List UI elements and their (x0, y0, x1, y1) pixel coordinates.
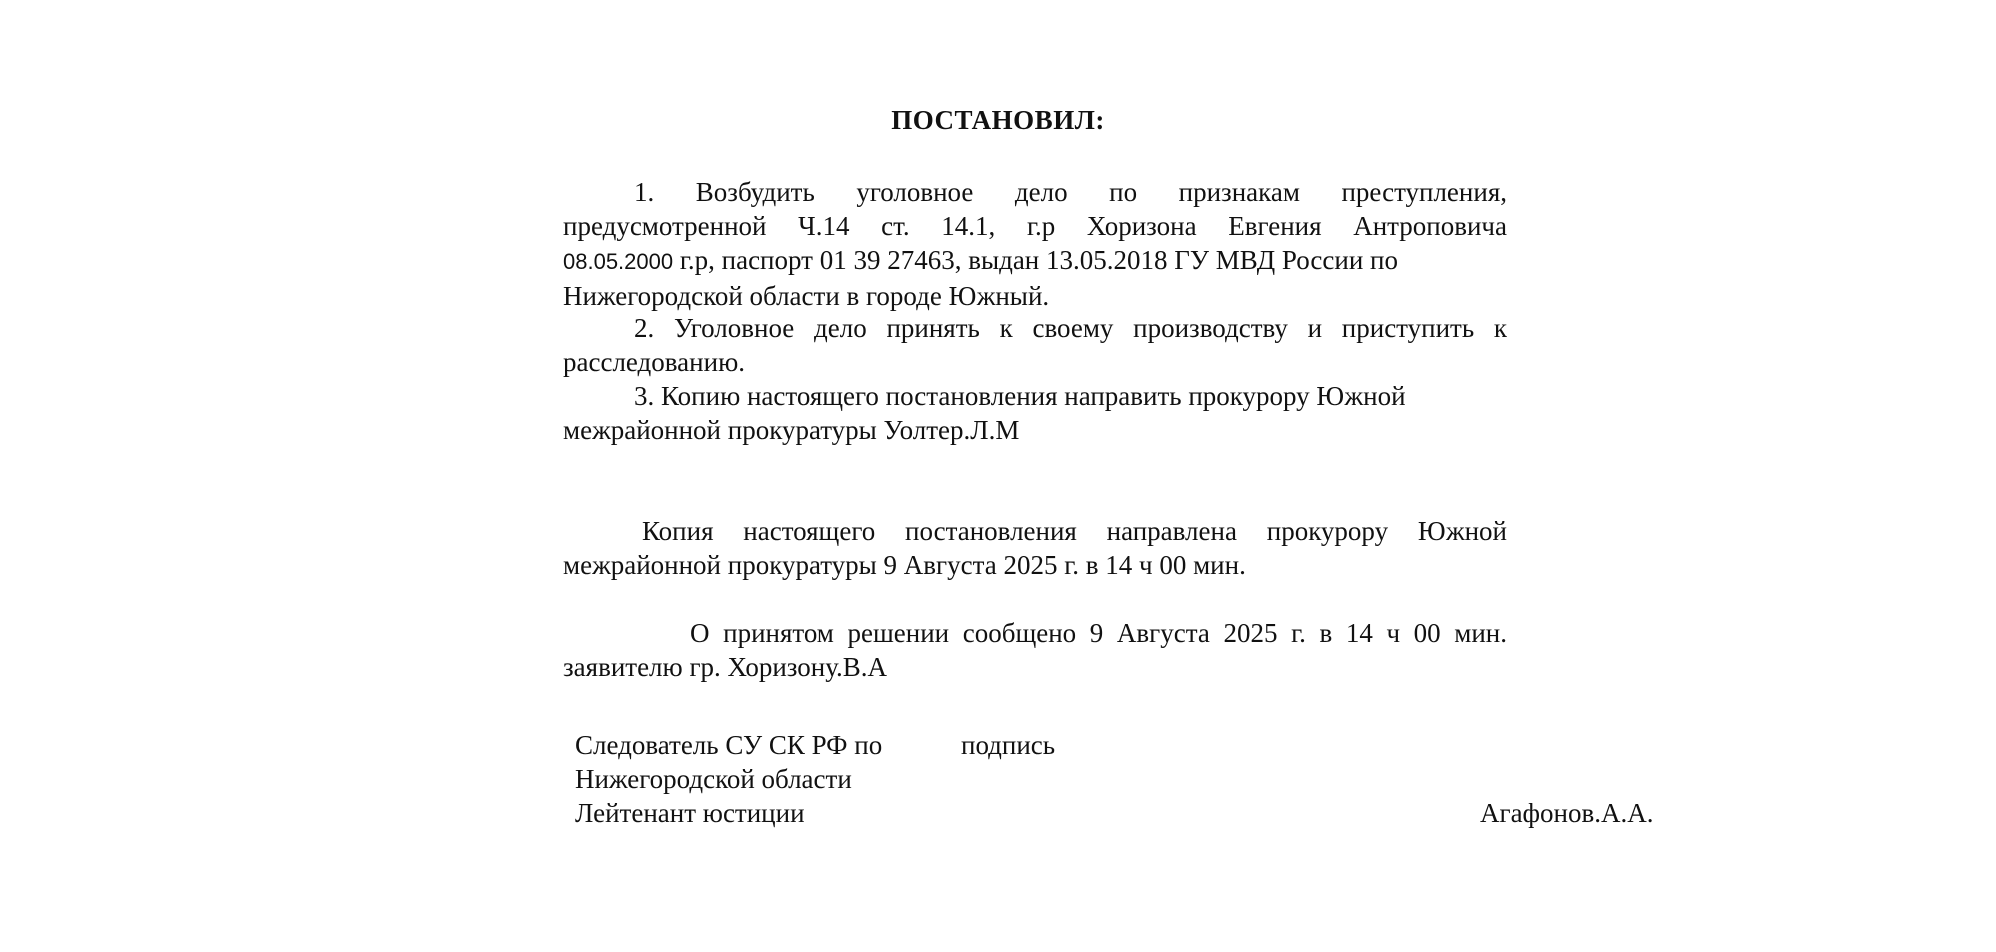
document-heading: ПОСТАНОВИЛ: (891, 105, 1105, 135)
item-1-line-2: предусмотренной Ч.14 ст. 14.1, г.р Хоризона Евгения Антроповича (563, 211, 1507, 241)
copy-note-paragraph (563, 514, 1507, 582)
signature-label: подпись (961, 730, 1056, 760)
item-3-paragraph (563, 379, 1507, 447)
item-1-paragraph (563, 175, 1507, 313)
item-1-line-3-rest: г.р, паспорт 01 39 27463, выдан 13.05.2018 ГУ МВД России по (673, 245, 1398, 275)
birth-date: 08.05.2000 (563, 249, 674, 274)
decision-note-line-2: заявителю гр. Хоризону.В.А (563, 652, 888, 682)
signature-position-line-1: Следователь СУ СК РФ по (575, 730, 883, 760)
copy-note-line-1: Копия настоящего постановления направлена прокурору Южной (642, 516, 1507, 546)
item-1-line-1: 1. Возбудить уголовное дело по признакам преступления, (634, 177, 1507, 207)
decision-note-line-1: О принятом решении сообщено 9 Августа 2025 г. в 14 ч 00 мин. (690, 618, 1507, 648)
item-3-line-1: 3. Копию настоящего постановления направить прокурору Южной (634, 381, 1406, 411)
signature-position-line-3: Лейтенант юстиции (575, 798, 805, 828)
copy-note-line-2: межрайонной прокуратуры 9 Августа 2025 г. в 14 ч 00 мин. (563, 550, 1246, 580)
item-2-line-2: расследованию. (563, 347, 745, 377)
item-3-line-2: межрайонной прокуратуры Уолтер.Л.М (563, 415, 1020, 445)
item-1-line-3 (563, 243, 1507, 279)
signer-name: Агафонов.А.А. (1480, 798, 1654, 828)
item-2-line-1: 2. Уголовное дело принять к своему производству и приступить к (634, 313, 1507, 343)
item-2-paragraph (563, 311, 1507, 379)
item-1-line-4: Нижегородской области в городе Южный. (563, 281, 1050, 311)
decision-note-paragraph (563, 616, 1507, 684)
signature-position-line-2: Нижегородской области (575, 764, 852, 794)
